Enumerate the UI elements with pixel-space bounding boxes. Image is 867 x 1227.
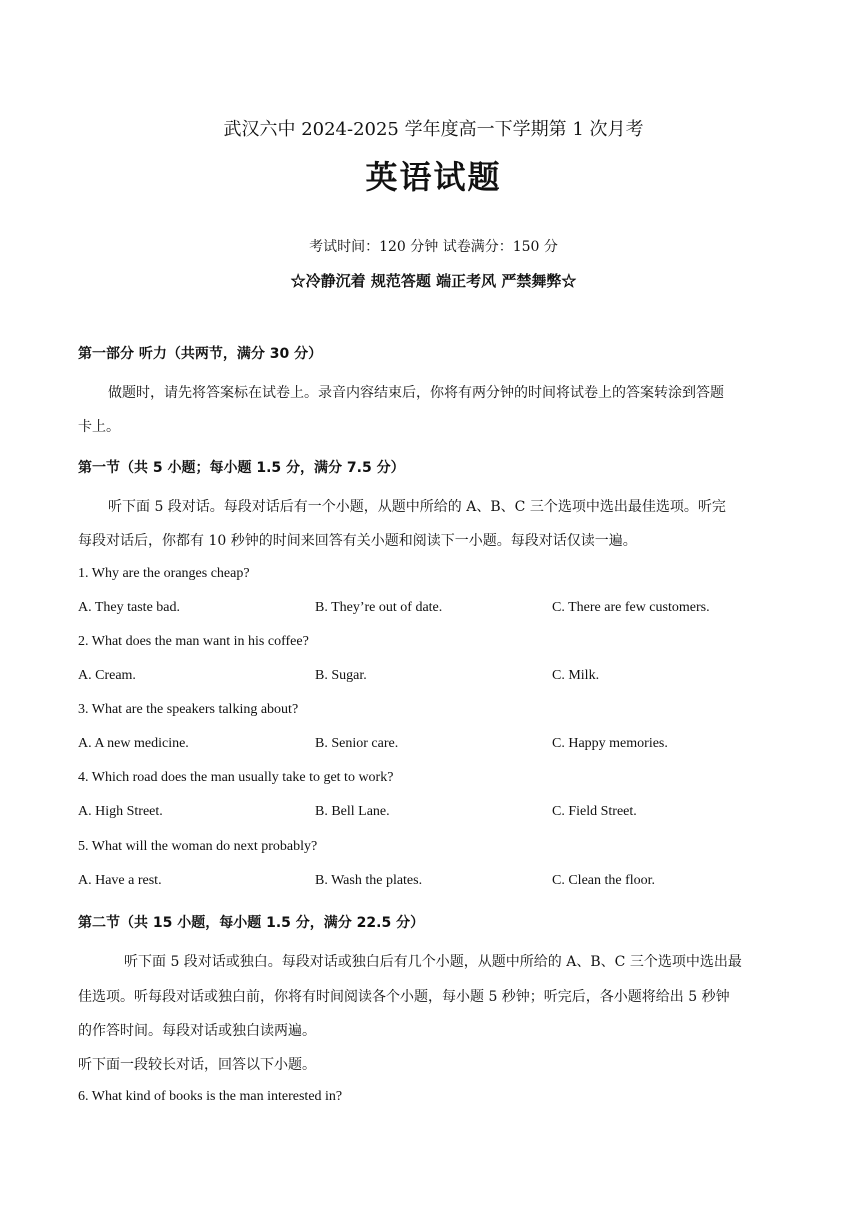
exam-info: 考试时间：120 分钟 试卷满分：150 分: [309, 239, 558, 255]
question-4: 4. Which road does the man usually take to get to work?: [78, 770, 394, 785]
exam-header-line: 武汉六中 2024-2025 学年度高一下学期第 1 次月考: [223, 119, 644, 140]
question-5-option-b: B. Wash the plates.: [315, 873, 423, 888]
question-4-option-c: C. Field Street.: [552, 804, 637, 819]
section2-heading: 第二节（共 15 小题，每小题 1.5 分，满分 22.5 分）: [78, 915, 425, 931]
question-3-option-a: A. A new medicine.: [78, 736, 189, 751]
section1-heading: 第一节（共 5 小题；每小题 1.5 分，满分 7.5 分）: [78, 460, 405, 476]
exam-motto: ☆冷静沉着 规范答题 端正考风 严禁舞弊☆: [290, 272, 577, 290]
question-5-option-a: A. Have a rest.: [78, 873, 162, 888]
question-1-option-c: C. There are few customers.: [552, 600, 710, 615]
section1-instruction-line2: 每段对话后，你都有 10 秒钟的时间来回答有关小题和阅读下一小题。每段对话仅读一遍。: [78, 533, 637, 549]
part1-instruction-line1: 做题时，请先将答案标在试卷上。录音内容结束后，你将有两分钟的时间将试卷上的答案转涂到答题: [108, 385, 724, 401]
part1-heading: 第一部分 听力（共两节，满分 30 分）: [78, 346, 323, 362]
question-1-option-a: A. They taste bad.: [78, 600, 180, 615]
section2-sub-instruction: 听下面一段较长对话，回答以下小题。: [78, 1057, 316, 1073]
question-2-option-a: A. Cream.: [78, 668, 136, 683]
question-1-option-b: B. They’re out of date.: [315, 600, 443, 615]
question-3: 3. What are the speakers talking about?: [78, 702, 299, 717]
section2-instruction-line3: 的作答时间。每段对话或独白读两遍。: [78, 1023, 316, 1039]
question-3-option-c: C. Happy memories.: [552, 736, 668, 751]
section1-instruction-line1: 听下面 5 段对话。每段对话后有一个小题，从题中所给的 A、B、C 三个选项中选出最佳选项。听完: [108, 499, 726, 515]
question-4-option-b: B. Bell Lane.: [315, 804, 390, 819]
page-title: 英语试题: [365, 158, 502, 196]
part1-instruction-line2: 卡上。: [78, 419, 120, 435]
question-2: 2. What does the man want in his coffee?: [78, 634, 309, 649]
question-5-option-c: C. Clean the floor.: [552, 873, 656, 888]
question-5: 5. What will the woman do next probably?: [78, 839, 318, 854]
question-3-option-b: B. Senior care.: [315, 736, 399, 751]
section2-instruction-line2: 佳选项。听每段对话或独白前，你将有时间阅读各个小题，每小题 5 秒钟；听完后，各小题将给出 5 秒钟: [78, 989, 730, 1005]
question-6: 6. What kind of books is the man interested in?: [78, 1089, 343, 1104]
question-1: 1. Why are the oranges cheap?: [78, 566, 250, 581]
question-4-option-a: A. High Street.: [78, 804, 163, 819]
question-2-option-c: C. Milk.: [552, 668, 600, 683]
section2-instruction-line1: 听下面 5 段对话或独白。每段对话或独白后有几个小题，从题中所给的 A、B、C 三个选项中选出最: [124, 954, 742, 970]
question-2-option-b: B. Sugar.: [315, 668, 367, 683]
